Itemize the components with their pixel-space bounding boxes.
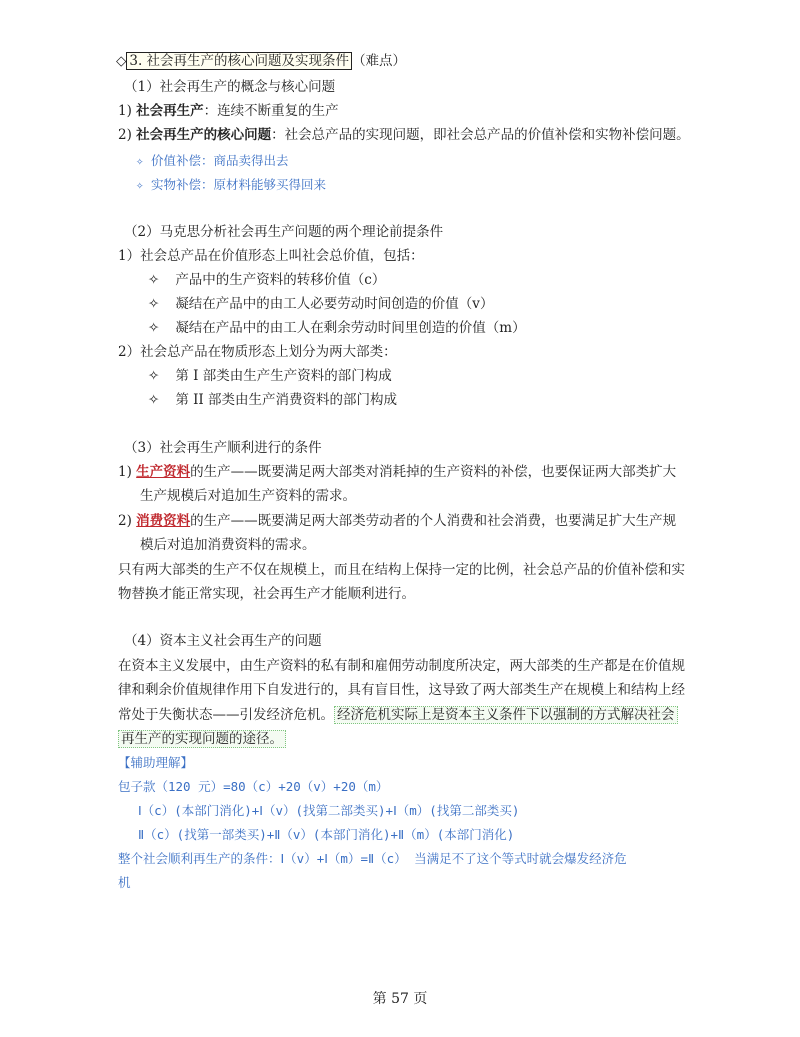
s3-heading: （3）社会再生产顺利进行的条件 <box>124 440 322 456</box>
s3-conclusion-2: 物替换才能正常实现，社会再生产才能顺利进行。 <box>118 586 415 602</box>
item-number: 1) <box>118 464 132 480</box>
s3-conclusion-1: 只有两大部类的生产不仅在规模上，而且在结构上保持一定的比例，社会总产品的价值补偿和实 <box>118 562 685 578</box>
s4-line-4 <box>118 729 286 749</box>
s2-p1-item <box>148 318 526 338</box>
item-text: ：连续不断重复的生产 <box>203 103 339 119</box>
item-text: 的生产——既要满足两大部类劳动者的个人消费和社会消费，也要满足扩大生产规 <box>190 513 677 529</box>
bullet-icon: ✧ <box>148 272 160 288</box>
s4-line-1: 在资本主义发展中，由生产资料的私有制和雇佣劳动制度所决定，两大部类的生产都是在价值规 <box>118 658 685 674</box>
item-term: 社会再生产 <box>136 103 204 119</box>
item-text: 凝结在产品中的由工人在剩余劳动时间里创造的价值（m） <box>175 320 526 336</box>
s4-line-3-text: 常处于失衡状态——引发经济危机。 <box>118 707 334 723</box>
bullet-icon: ✧ <box>148 392 160 408</box>
s4-line-3 <box>118 705 678 725</box>
s4-line-2: 律和剩余价值规律作用下自发进行的，具有盲目性，这导致了两大部类生产在规模上和结构上经 <box>118 682 685 698</box>
item-text: ：社会总产品的实现问题，即社会总产品的价值补偿和实物补偿问题。 <box>271 127 690 143</box>
bullet-icon: ✧ <box>148 368 160 384</box>
s3-item-2-cont: 模后对追加消费资料的需求。 <box>140 537 316 553</box>
item-text: 产品中的生产资料的转移价值（c） <box>175 272 386 288</box>
s1-bullet-material: ✧ 实物补偿：原材料能够买得回来 <box>136 177 327 192</box>
s2-p1-item <box>148 270 385 290</box>
item-text: 凝结在产品中的由工人必要劳动时间创造的价值（v） <box>175 296 494 312</box>
item-number: 1) <box>118 103 132 119</box>
aux-line-4: 整个社会顺利再生产的条件：Ⅰ（v）+Ⅰ（m）=Ⅱ（c） 当满足不了这个等式时就会爆发经济危 <box>118 851 627 866</box>
section-title <box>116 51 406 71</box>
s1-item-1 <box>118 101 339 121</box>
bullet-icon: ✧ <box>148 296 160 312</box>
s3-item-2 <box>118 511 676 531</box>
bullet-icon: ✧ <box>148 320 160 336</box>
item-number: 2) <box>118 127 132 143</box>
aux-line-2: Ⅰ（c）(本部门消化)+Ⅰ（v）(找第二部类买)+Ⅰ（m）(找第二部类买) <box>138 803 520 818</box>
page-number: 第 57 页 <box>372 991 428 1007</box>
s2-p2-item <box>148 366 392 386</box>
item-text: 的生产——既要满足两大部类对消耗掉的生产资料的补偿，也要保证两大部类扩大 <box>190 464 677 480</box>
s2-heading: （2）马克思分析社会再生产问题的两个理论前提条件 <box>124 224 444 240</box>
aux-heading: 【辅助理解】 <box>118 755 194 770</box>
item-term: 消费资料 <box>136 513 191 529</box>
s1-bullet-value: ✧ 价值补偿：商品卖得出去 <box>136 153 289 168</box>
section-title-text: 3. 社会再生产的核心问题及实现条件 <box>126 52 352 70</box>
s2-p1-item <box>148 294 493 314</box>
s1-heading: （1）社会再生产的概念与核心问题 <box>124 79 336 95</box>
s2-p2-item <box>148 390 397 410</box>
item-text: 第 II 部类由生产消费资料的部门构成 <box>175 392 398 408</box>
section-title-note: （难点） <box>352 53 407 69</box>
highlighted-text: 经济危机实际上是资本主义条件下以强制的方式解决社会 <box>334 706 678 724</box>
item-text: 第 I 部类由生产生产资料的部门构成 <box>175 368 392 384</box>
s3-item-1-cont: 生产规模后对追加生产资料的需求。 <box>140 488 356 504</box>
s2-point-2: 2）社会总产品在物质形态上划分为两大部类： <box>118 344 397 360</box>
aux-line-1: 包子款（120 元）=80（c）+20（v）+20（m） <box>118 779 389 794</box>
diamond-marker: ◇ <box>116 53 127 69</box>
item-term: 社会再生产的核心问题 <box>136 127 272 143</box>
aux-line-5: 机 <box>118 875 131 890</box>
item-number: 2) <box>118 513 132 529</box>
aux-line-3: Ⅱ（c）(找第一部类买)+Ⅱ（v）(本部门消化)+Ⅱ（m）(本部门消化) <box>138 827 515 842</box>
highlighted-text: 再生产的实现问题的途径。 <box>118 730 286 748</box>
item-term: 生产资料 <box>136 464 191 480</box>
s2-point-1: 1）社会总产品在价值形态上叫社会总价值，包括： <box>118 248 424 264</box>
s3-item-1 <box>118 462 676 482</box>
s4-heading: （4）资本主义社会再生产的问题 <box>124 633 322 649</box>
s1-item-2 <box>118 125 690 145</box>
